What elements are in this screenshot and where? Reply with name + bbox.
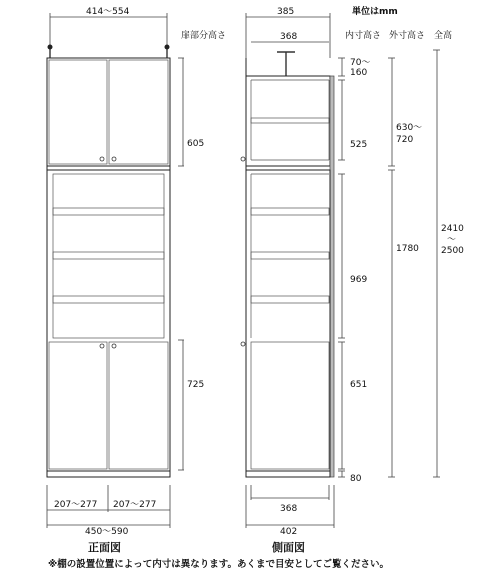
open-shelf-area (53, 174, 164, 338)
upper-outer-height-label-line1: 630〜 (396, 123, 423, 133)
upper-outer-height-label-line2: 720 (396, 135, 414, 145)
front-view (47, 7, 204, 554)
side-shelf-board (251, 296, 329, 303)
overall-depth-label: 402 (280, 527, 298, 537)
top-gap-label-line2: 160 (350, 68, 368, 78)
top-adjuster-left (48, 45, 53, 50)
lower-door-left (49, 342, 107, 469)
side-shelf-board (251, 208, 329, 215)
upper-door-left (49, 60, 107, 164)
front-shelves (53, 208, 164, 303)
inner-height-header: 内寸高さ (345, 31, 382, 41)
upper-door-height-label: 605 (187, 139, 205, 149)
upper-inner-depth-label: 368 (280, 32, 298, 42)
total-height-label-line3: 2500 (441, 246, 464, 256)
lower-door-height-label: 725 (187, 380, 205, 390)
side-shelves (251, 208, 329, 303)
top-depth-label: 385 (277, 7, 295, 17)
shelf-board (53, 208, 164, 215)
side-upper-unit (246, 76, 330, 166)
front-main-body (47, 170, 170, 477)
front-view-title: 正面図 (88, 541, 121, 554)
footnote: ※棚の設置位置によって内寸は異なります。あくまで目安としてご覧ください。 (48, 559, 389, 570)
outer-height-header: 外寸高さ (389, 31, 426, 41)
upper-knob-left (100, 157, 104, 161)
top-gap-label-line1: 70〜 (350, 58, 371, 68)
side-lower-knob (241, 342, 245, 346)
overall-width-label: 450〜590 (85, 527, 129, 537)
lower-knob-right (112, 344, 116, 348)
upper-knob-right (112, 157, 116, 161)
side-upper-shelf (251, 118, 329, 123)
total-height-header: 全高 (434, 31, 453, 41)
shelf-board (53, 296, 164, 303)
unit-label: 単位はmm (352, 7, 398, 17)
upper-door-right (109, 60, 168, 164)
top-adjuster-right (165, 45, 170, 50)
side-view (241, 7, 464, 554)
upper-inner-height-label: 525 (350, 140, 368, 150)
middle-inner-height-label: 969 (350, 275, 368, 285)
front-upper-cabinet (47, 58, 170, 166)
front-top-width-label: 414〜554 (86, 7, 130, 17)
side-back-panel (330, 76, 334, 477)
total-height-label-line1: 2410 (441, 224, 464, 234)
door-height-header: 扉部分高さ (181, 31, 227, 41)
middle-outer-height-label: 1780 (396, 244, 419, 254)
lower-inner-height-label: 651 (350, 380, 368, 390)
side-lower-compartment (251, 342, 329, 469)
side-shelf-board (251, 252, 329, 259)
side-view-title: 側面図 (272, 541, 305, 554)
plinth-height-label: 80 (350, 474, 362, 484)
door-width-right-label: 207〜277 (113, 500, 157, 510)
side-main-body (246, 170, 330, 477)
lower-knob-left (100, 344, 104, 348)
door-width-left-label: 207〜277 (54, 500, 98, 510)
lower-door-right (109, 342, 168, 469)
side-upper-knob (241, 157, 245, 161)
shelf-board (53, 252, 164, 259)
bottom-inner-depth-label: 368 (280, 504, 298, 514)
total-height-label-line2: 〜 (447, 235, 457, 245)
